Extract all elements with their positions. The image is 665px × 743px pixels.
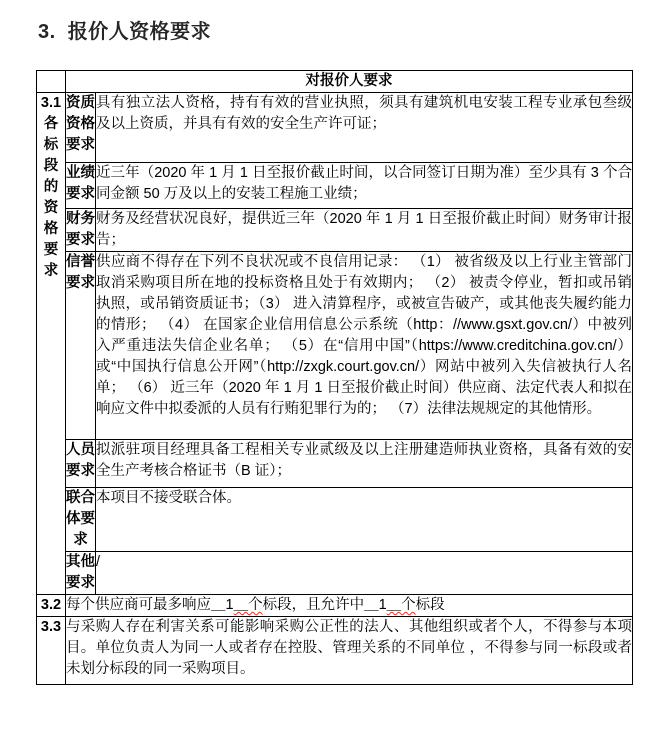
qualification-requirements-table (36, 70, 633, 685)
page-title (38, 15, 665, 44)
row-label-credit: 信誉要求 (66, 252, 96, 440)
row-content-credit: 供应商不得存在下列不良状况或不良信用记录： （1） 被省级及以上行业主管部门取消采购项目所在地的投标资格且处于有效期内； （2） 被责令停业，暂扣或吊销执照，或吊销资质证书；（3） 进入清算程序，或被宣告破产，或其他丧失履约能力的情形； （4） 在国家企业信用信息公示系统（http：//www.gsxt.gov.cn/）中被列入严重违法失信企业名单； （5）在“信用中国”（https://www.creditchina.gov.cn/）或“中国执行信息公开网”（http://zxgk.court.gov.cn/）网站中被列入失信被执行人名单； （6） 近三年（2020 年 1 月 1 日至报价截止时间）供应商、法定代表人和拟在响应文件中拟委派的人员有行贿犯罪行为的； （7）法律法规规定的其他情形。 (96, 252, 633, 440)
title-number: 3. (38, 21, 56, 43)
table-row (37, 209, 633, 252)
row-3-2-content (66, 595, 633, 617)
row-label-performance: 业绩要求 (66, 163, 96, 209)
section-3-1-cell (37, 93, 66, 595)
row-content-qualification: 具有独立法人资格，持有有效的营业执照，须具有建筑机电安装工程专业承包叁级及以上资质，并具有有效的安全生产许可证； (96, 93, 633, 163)
text-segment: 标段 (415, 597, 445, 613)
row-label-consortium: 联合体要求 (66, 488, 96, 552)
row-3-2-number: 3.2 (37, 595, 66, 617)
header-empty-cell (37, 71, 66, 93)
row-label-qualification: 资质资格要求 (66, 93, 96, 163)
text-segment: 每个供应商可最多响应＿1 (66, 597, 234, 613)
spellcheck-wavy-segment: ＿个 (233, 597, 263, 613)
section-label: 各标段的资格要求 (43, 116, 59, 279)
table-header-cell: 对报价人要求 (66, 71, 633, 93)
table-row (37, 440, 633, 488)
table-row (37, 252, 633, 440)
table-row (37, 595, 633, 617)
row-content-performance: 近三年（2020 年 1 月 1 日至报价截止时间，以合同签订日期为准）至少具有 3 个合同金额 50 万及以上的安装工程施工业绩； (96, 163, 633, 209)
section-number: 3.1 (40, 95, 62, 111)
table-row (37, 93, 633, 163)
table-row (37, 163, 633, 209)
row-label-personnel: 人员要求 (66, 440, 96, 488)
spellcheck-wavy-segment: ＿个 (386, 597, 416, 613)
row-content-financial: 财务及经营状况良好，提供近三年（2020 年 1 月 1 日至报价截止时间）财务审计报告； (96, 209, 633, 252)
row-content-personnel: 拟派驻项目经理具备工程相关专业贰级及以上注册建造师执业资格，具备有效的安全生产考核合格证书（B 证）； (96, 440, 633, 488)
title-text: 报价人资格要求 (67, 21, 212, 43)
row-content-consortium: 本项目不接受联合体。 (96, 488, 633, 552)
row-label-financial: 财务要求 (66, 209, 96, 252)
document-page (0, 15, 665, 685)
row-content-other: / (96, 552, 633, 595)
row-label-other: 其他要求 (66, 552, 96, 595)
row-3-3-content: 与采购人存在利害关系可能影响采购公正性的法人、其他组织或者个人，不得参与本项目。单位负责人为同一人或者存在控股、管理关系的不同单位 ，不得参与同一标段或者未划分标段的同一采购项目。 (66, 617, 633, 685)
table-row (37, 552, 633, 595)
table-header-row (37, 71, 633, 93)
table-row (37, 488, 633, 552)
table-row (37, 617, 633, 685)
text-segment: 标段，且允许中＿1 (262, 597, 387, 613)
row-3-3-number: 3.3 (37, 617, 66, 685)
